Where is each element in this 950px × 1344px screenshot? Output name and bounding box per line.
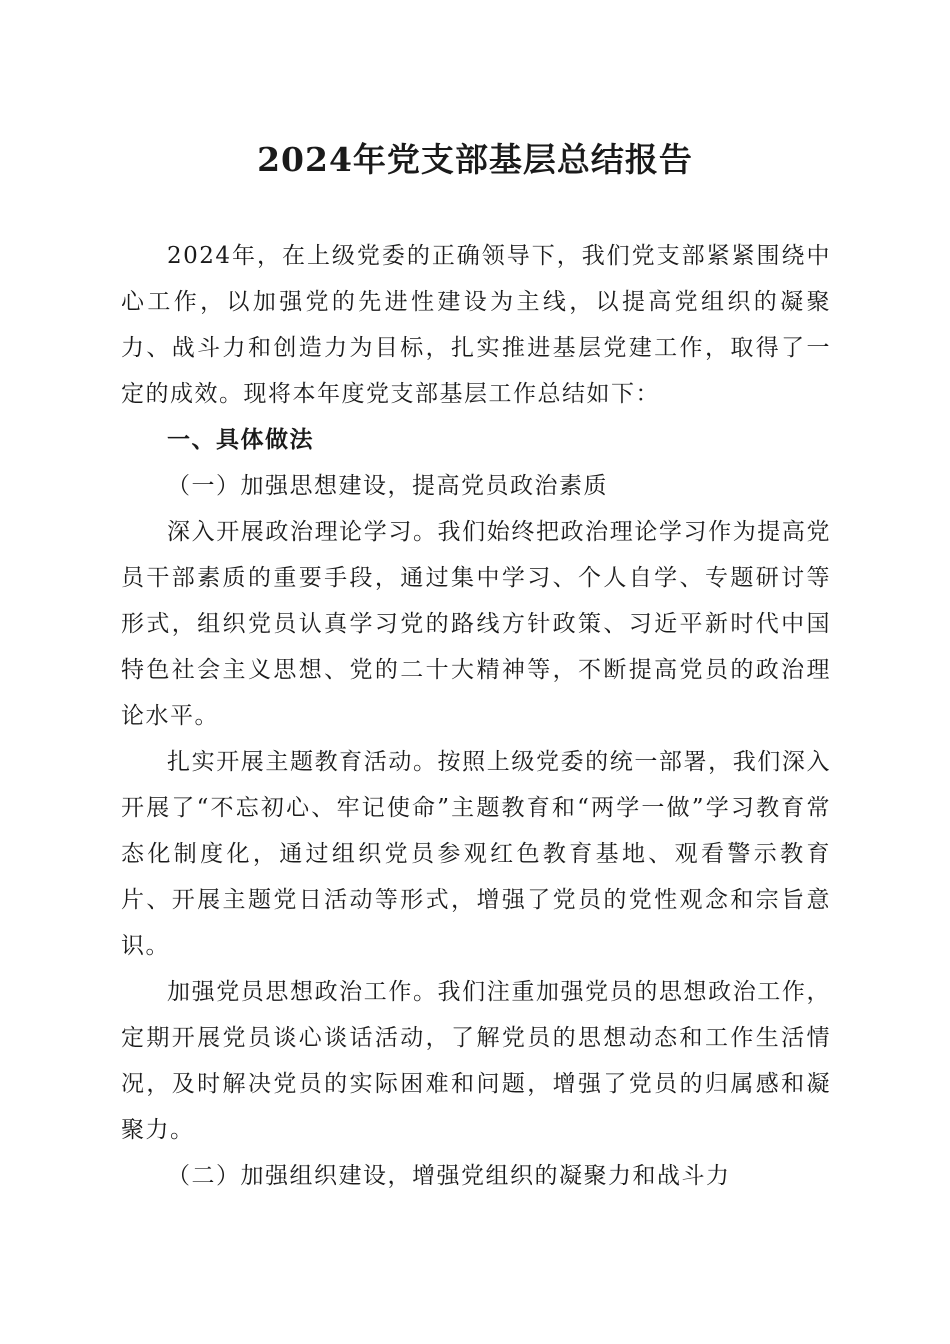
paragraph-theme-education: 扎实开展主题教育活动。按照上级党委的统一部署，我们深入开展了“不忘初心、牢记使命”主题教育和“两学一做”学习教育常态化制度化，通过组织党员参观红色教育基地、观看警示教育片、开展主题党日活动等形式，增强了党员的党性观念和宗旨意识。 <box>121 749 831 959</box>
subsection-heading-2: （二）加强组织建设，增强党组织的凝聚力和战斗力 <box>167 1163 731 1189</box>
intro-paragraph: 2024年，在上级党委的正确领导下，我们党支部紧紧围绕中心工作，以加强党的先进性建设为主线，以提高党组织的凝聚力、战斗力和创造力为目标，扎实推进基层党建工作，取得了一定的成效。现将本年度党支部基层工作总结如下： <box>121 243 831 407</box>
document-title: 2024年党支部基层总结报告 <box>257 140 693 179</box>
subsection-heading-1: （一）加强思想建设，提高党员政治素质 <box>167 473 608 499</box>
paragraph-theory-study: 深入开展政治理论学习。我们始终把政治理论学习作为提高党员干部素质的重要手段，通过集中学习、个人自学、专题研讨等形式，组织党员认真学习党的路线方针政策、习近平新时代中国特色社会主义思想、党的二十大精神等，不断提高党员的政治理论水平。 <box>121 519 831 729</box>
document-body <box>121 233 831 1199</box>
section-heading-1: 一、具体做法 <box>167 427 314 453</box>
paragraph-ideological-work: 加强党员思想政治工作。我们注重加强党员的思想政治工作，定期开展党员谈心谈话活动，了解党员的思想动态和工作生活情况，及时解决党员的实际困难和问题，增强了党员的归属感和凝聚力。 <box>121 979 831 1143</box>
